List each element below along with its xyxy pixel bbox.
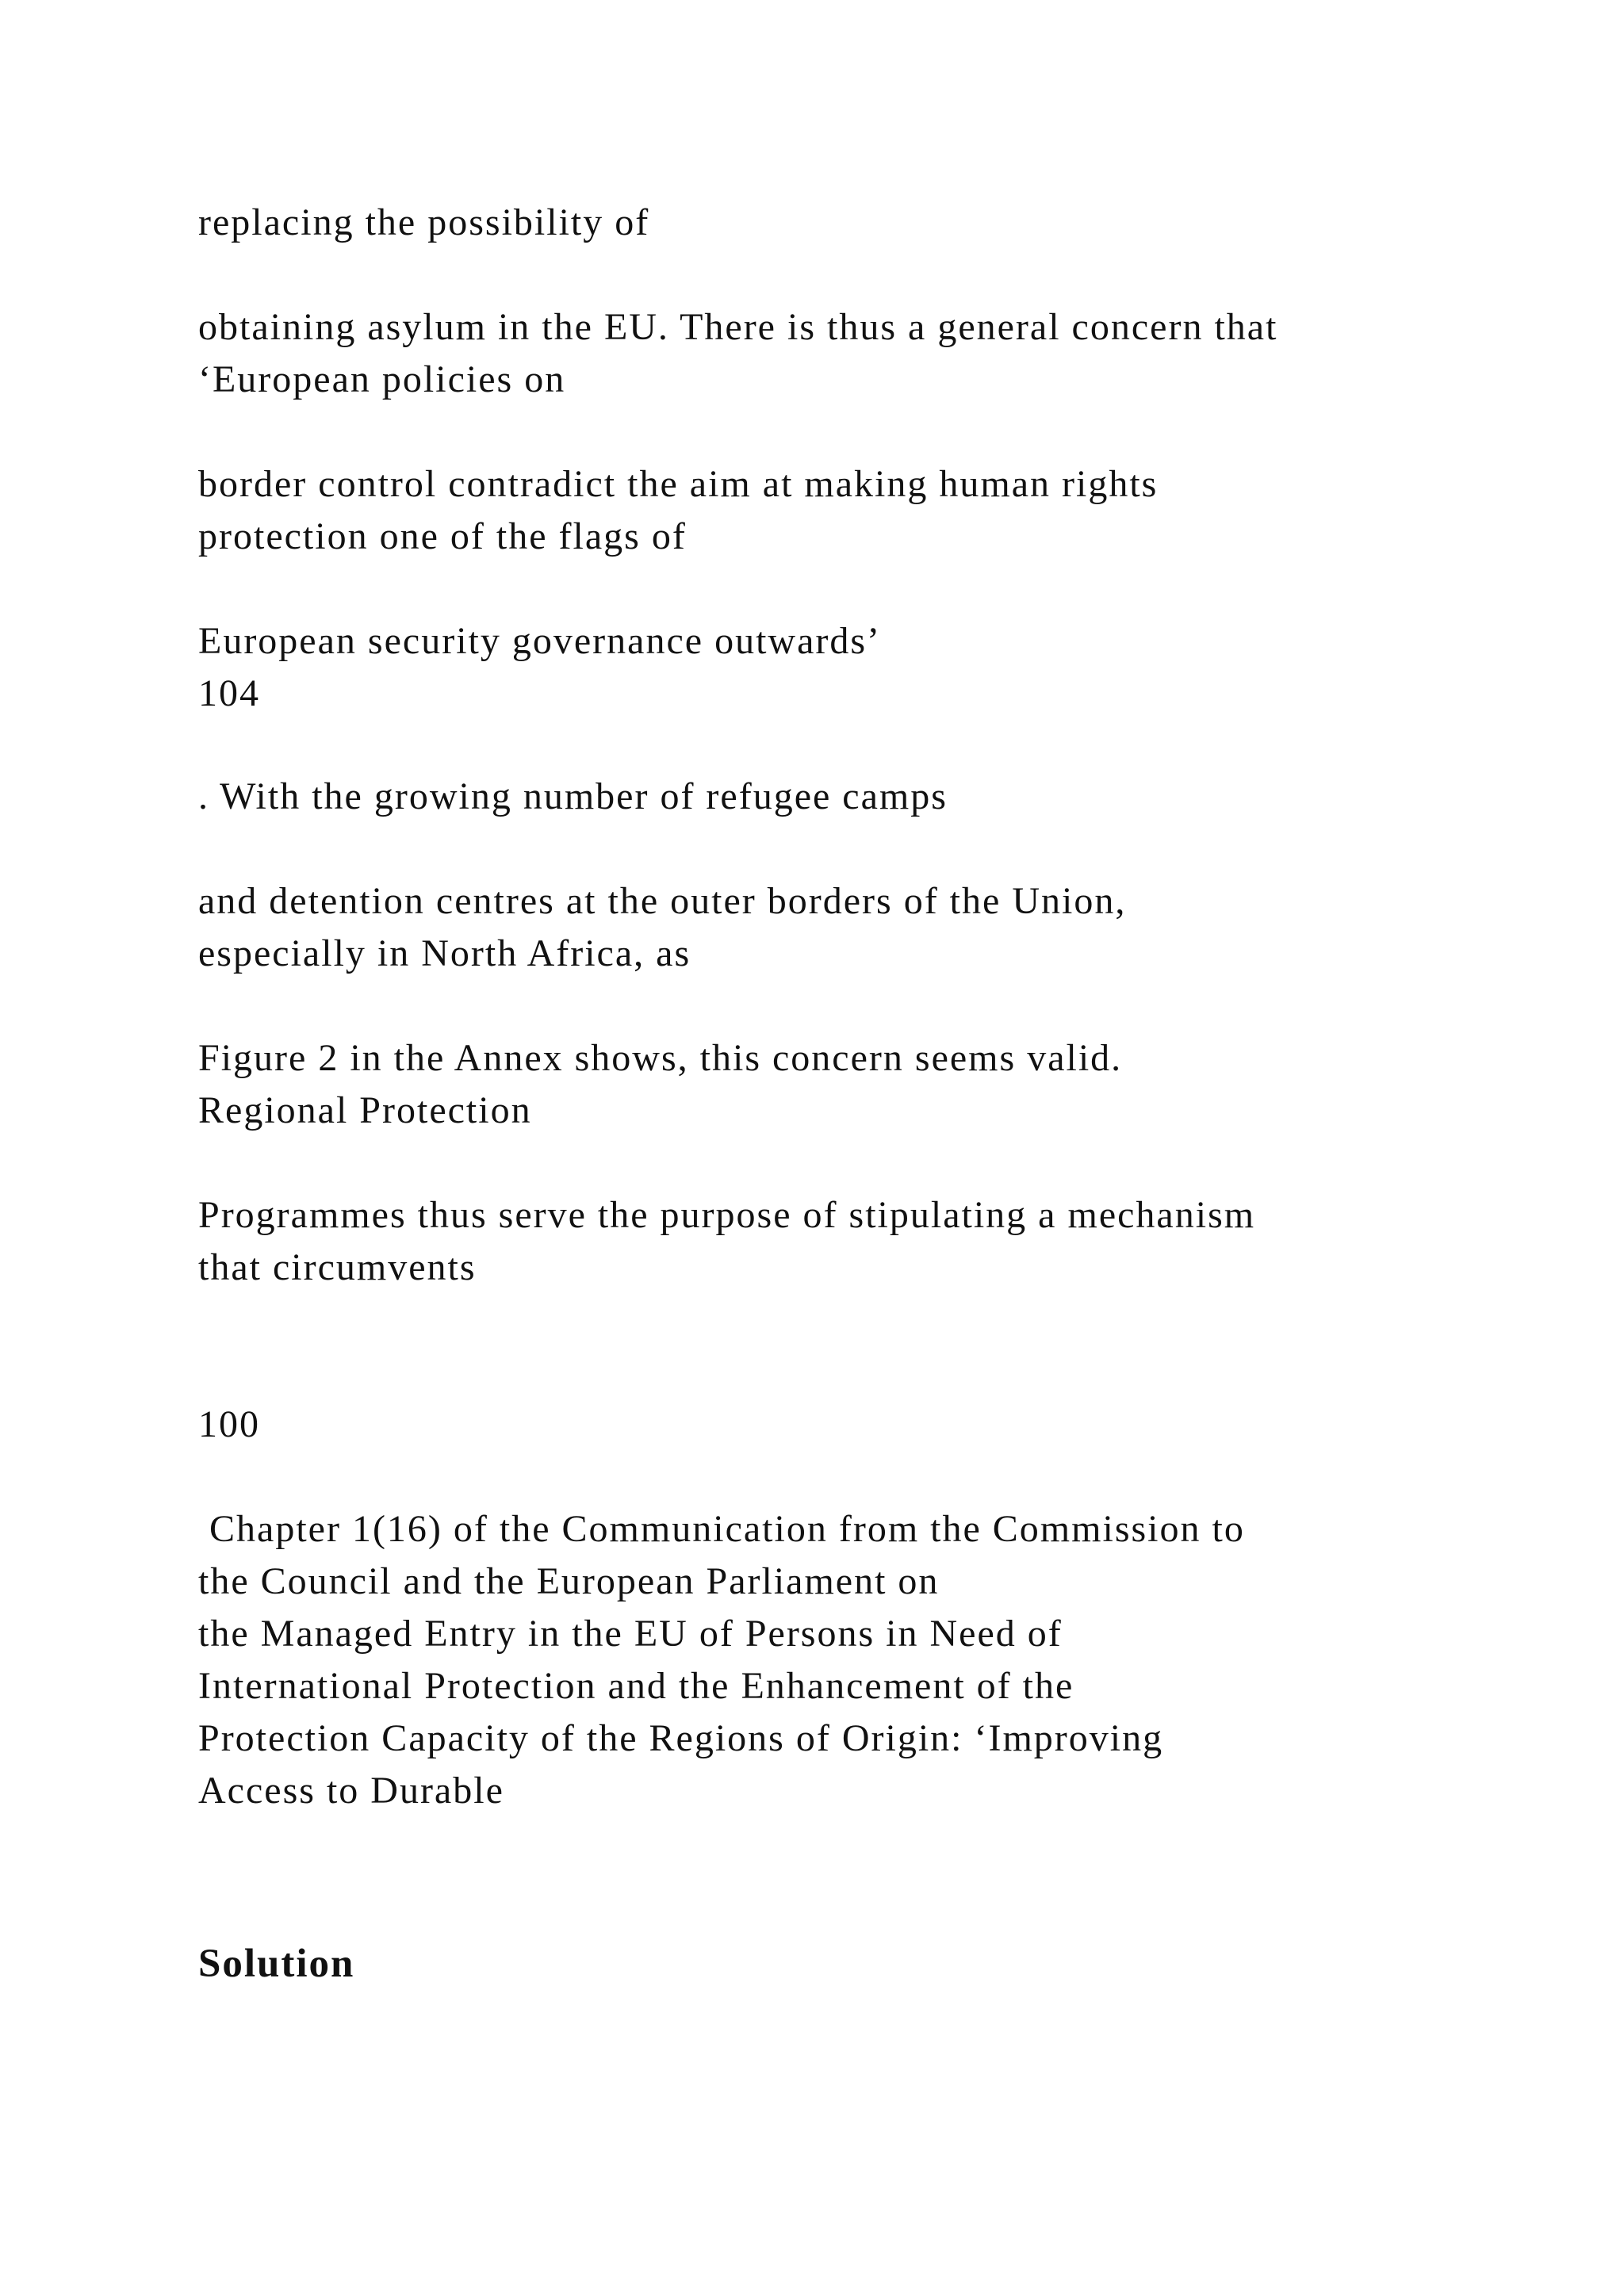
footnote-line: International Protection and the Enhancement of the	[198, 1665, 1074, 1707]
body-line: Figure 2 in the Annex shows, this concern seems valid.	[198, 1037, 1123, 1079]
body-line: Programmes thus serve the purpose of stipulating a mechanism	[198, 1194, 1256, 1236]
body-line: border control contradict the aim at making human rights	[198, 463, 1159, 505]
footnote-reference: 104	[198, 672, 260, 714]
body-line: . With the growing number of refugee camps	[198, 775, 948, 817]
body-line: especially in North Africa, as	[198, 932, 691, 974]
body-line: protection one of the flags of	[198, 515, 687, 557]
footnote-line: Chapter 1(16) of the Communication from the Commission to	[198, 1508, 1245, 1550]
footnote-line: Access to Durable	[198, 1770, 504, 1812]
body-line: replacing the possibility of	[198, 201, 650, 243]
footnote-line: the Council and the European Parliament on	[198, 1560, 940, 1602]
footnote-number: 100	[198, 1403, 260, 1445]
body-line: European security governance outwards’	[198, 620, 882, 662]
body-line: Regional Protection	[198, 1089, 532, 1131]
footnote-line: Protection Capacity of the Regions of Origin: ‘Improving	[198, 1717, 1164, 1759]
body-line: obtaining asylum in the EU. There is thus a general concern that	[198, 306, 1278, 348]
footnote-line: the Managed Entry in the EU of Persons in Need of	[198, 1613, 1063, 1655]
body-line: and detention centres at the outer borders of the Union,	[198, 880, 1127, 922]
solution-heading: Solution	[198, 1942, 355, 1986]
body-line: ‘European policies on	[198, 358, 566, 400]
body-line: that circumvents	[198, 1246, 477, 1288]
